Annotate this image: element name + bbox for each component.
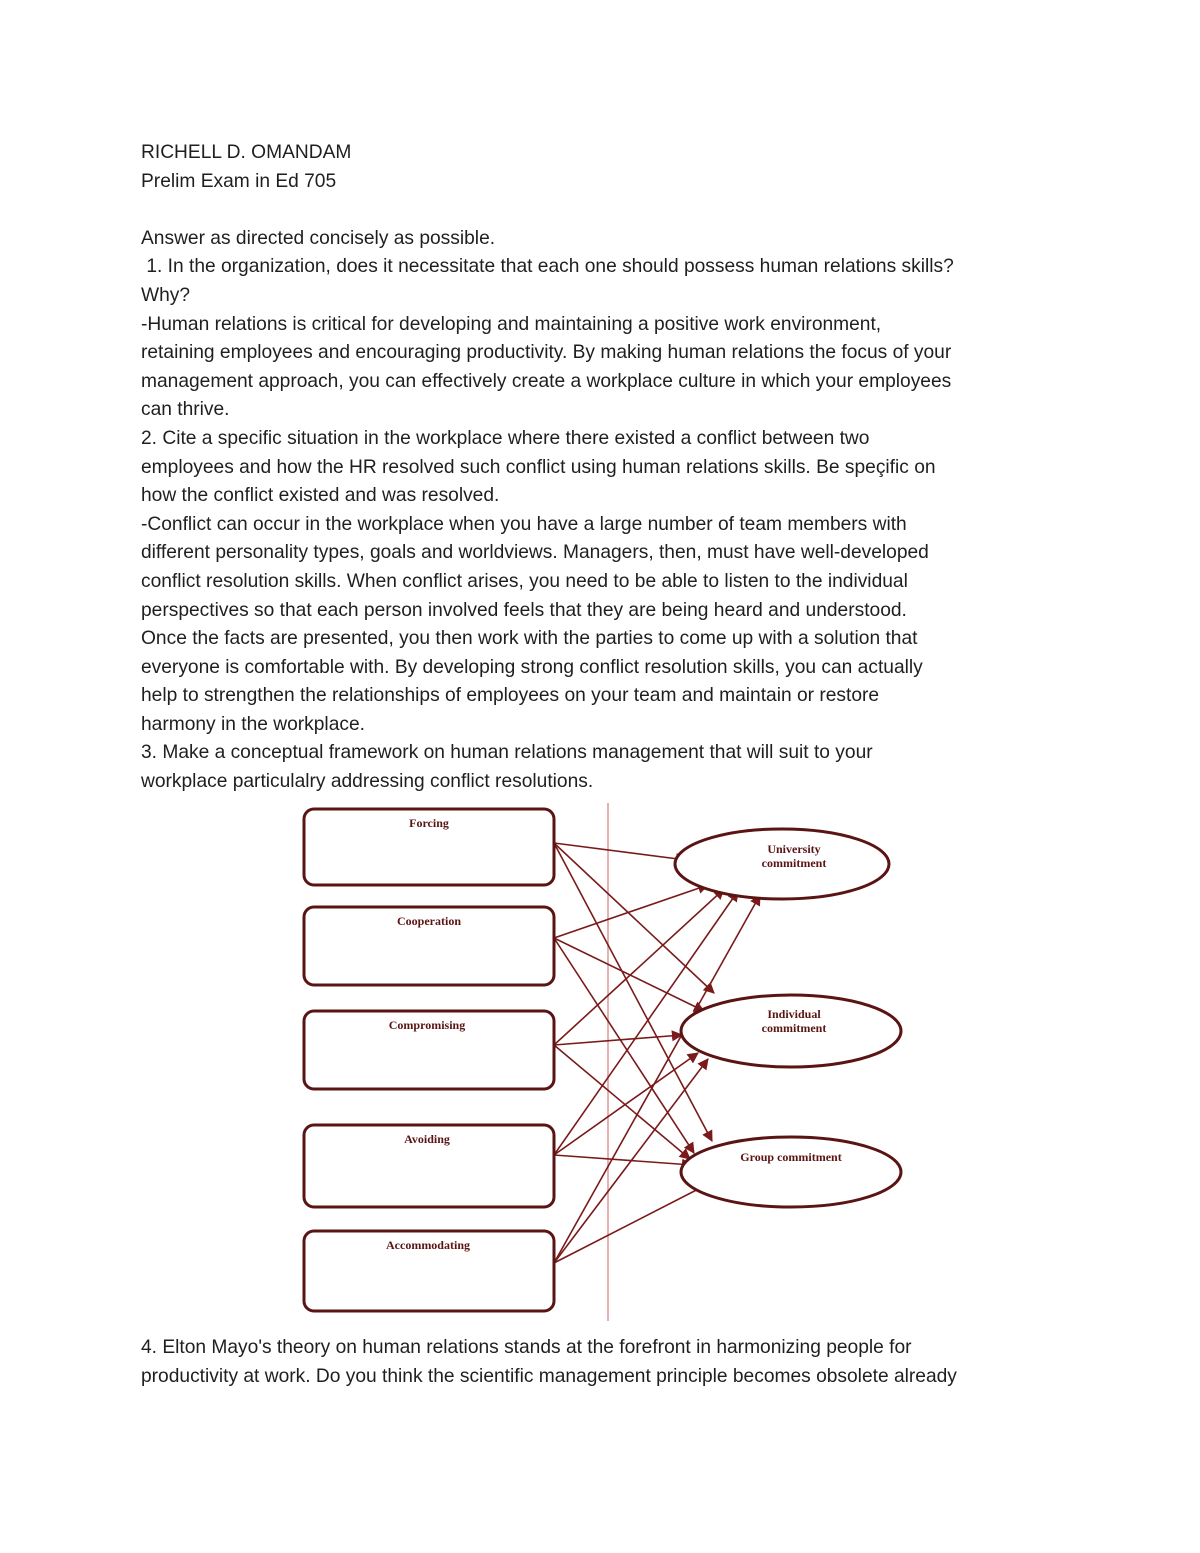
q1-question-line: 1. In the organization, does it necessitate that each one should possess human relations skills? bbox=[141, 256, 954, 278]
spacer bbox=[141, 196, 1081, 225]
box-forcing bbox=[304, 809, 554, 885]
q2-question-line: how the conflict existed and was resolved. bbox=[141, 485, 500, 507]
instructions: Answer as directed concisely as possible. bbox=[141, 227, 496, 249]
q2-answer-line: different personality types, goals and worldviews. Managers, then, must have well-developed bbox=[141, 542, 929, 564]
q1-answer-line: management approach, you can effectively create a workplace culture in which your employees bbox=[141, 370, 952, 392]
q2-answer-line: perspectives so that each person involved feels that they are being heard and understood. bbox=[141, 599, 907, 621]
box-label-avoiding: Avoiding bbox=[404, 1132, 450, 1146]
ellipse-university-commitment bbox=[675, 829, 889, 899]
q2-question-line: 2. Cite a specific situation in the workplace where there existed a conflict between two bbox=[141, 427, 870, 449]
ellipse-individual-commitment bbox=[681, 995, 901, 1067]
arrow-line bbox=[554, 938, 704, 1011]
box-cooperation bbox=[304, 907, 554, 985]
ellipse-label-line: Individual bbox=[767, 1007, 821, 1021]
box-label-cooperation: Cooperation bbox=[397, 914, 461, 928]
ellipse-label-line: commitment bbox=[761, 1021, 827, 1035]
q1-question-line: Why? bbox=[141, 284, 191, 306]
conceptual-framework-diagram bbox=[294, 803, 908, 1321]
exam-title: Prelim Exam in Ed 705 bbox=[141, 170, 337, 192]
arrow-line bbox=[554, 1155, 692, 1165]
arrow-line bbox=[554, 1053, 698, 1155]
q1-answer-line: retaining employees and encouraging productivity. By making human relations the focus of your bbox=[141, 342, 952, 364]
author-name: RICHELL D. OMANDAM bbox=[141, 142, 352, 163]
q1-answer-line: can thrive. bbox=[141, 399, 230, 421]
q2-answer-line: help to strengthen the relationships of employees on your team and maintain or restore bbox=[141, 685, 880, 707]
ellipse-group-commitment bbox=[681, 1137, 901, 1207]
ellipse-label-line: University bbox=[767, 842, 821, 856]
q2-answer-line: Once the facts are presented, you then work with the parties to come up with a solution that bbox=[141, 628, 918, 650]
q3-question-line: workplace particulalry addressing conflict resolutions. bbox=[141, 771, 594, 793]
box-avoiding bbox=[304, 1125, 554, 1207]
arrow-line bbox=[554, 1181, 714, 1263]
q1-answer-line: -Human relations is critical for developing and maintaining a positive work environment, bbox=[141, 313, 882, 335]
q4-question-line: 4. Elton Mayo's theory on human relations stands at the forefront in harmonizing people for bbox=[141, 1337, 912, 1358]
box-accommodating bbox=[304, 1231, 554, 1311]
arrow-line bbox=[554, 885, 708, 938]
ellipse-label-line: Group commitment bbox=[740, 1150, 842, 1164]
q4-question-line: productivity at work. Do you think the scientific management principle becomes obsolete already bbox=[141, 1365, 957, 1387]
q2-answer-line: -Conflict can occur in the workplace when you have a large number of team members with bbox=[141, 513, 907, 535]
q3-question-line: 3. Make a conceptual framework on human relations management that will suit to your bbox=[141, 742, 873, 764]
box-compromising bbox=[304, 1011, 554, 1089]
ellipse-label-line: commitment bbox=[761, 856, 827, 870]
box-label-forcing: Forcing bbox=[409, 816, 449, 830]
q2-question-line: employees and how the HR resolved such conflict using human relations skills. Be speçific on bbox=[141, 456, 936, 478]
q4-block bbox=[141, 1334, 1081, 1391]
arrow-line bbox=[554, 843, 712, 1141]
box-label-compromising: Compromising bbox=[388, 1018, 466, 1032]
q2-answer-line: conflict resolution skills. When conflict arises, you need to be able to listen to the individual bbox=[141, 570, 908, 592]
arrow-line bbox=[554, 938, 694, 1153]
q2-answer-line: everyone is comfortable with. By developing strong conflict resolution skills, you can actually bbox=[141, 656, 923, 678]
arrow-line bbox=[554, 843, 686, 860]
document-body bbox=[141, 139, 1081, 797]
box-label-accommodating: Accommodating bbox=[386, 1238, 470, 1252]
q2-answer-line: harmony in the workplace. bbox=[141, 713, 365, 735]
